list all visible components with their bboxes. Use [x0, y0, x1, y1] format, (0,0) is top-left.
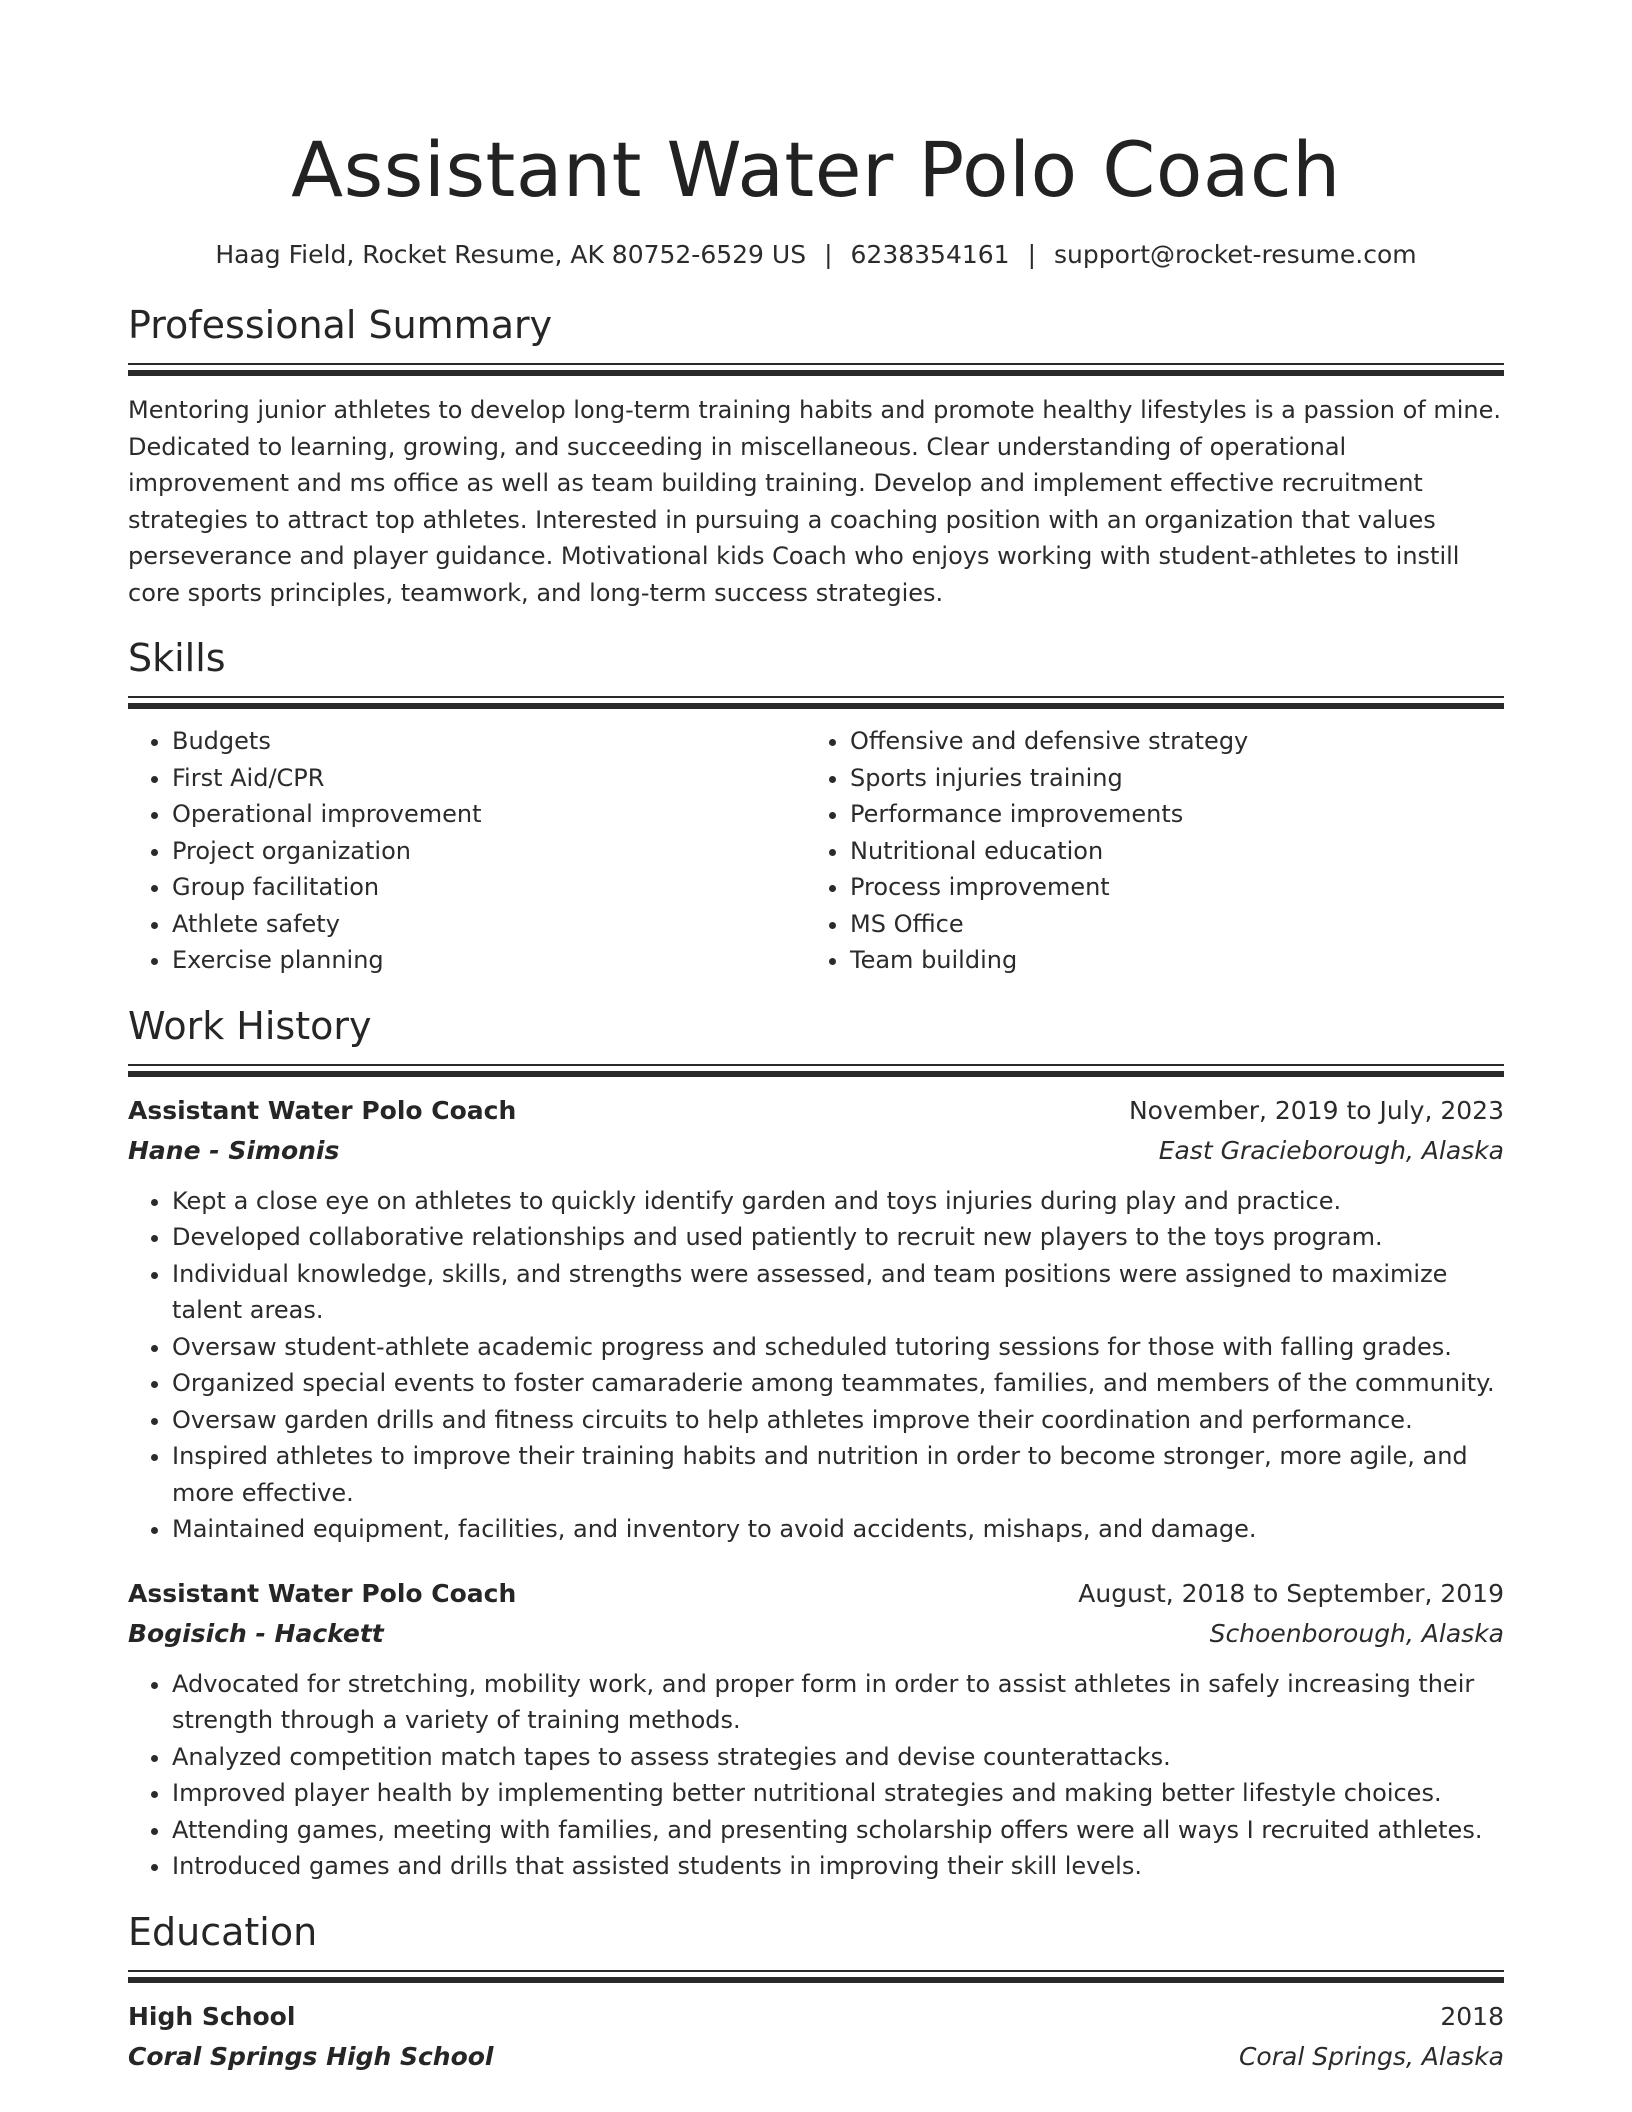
skill-item: • Budgets: [172, 723, 806, 760]
job-title: Assistant Water Polo Coach: [128, 1578, 517, 1608]
contact-line: [128, 238, 1504, 272]
education-school: Coral Springs High School: [128, 2041, 494, 2071]
education-location: Coral Springs, Alaska: [1238, 2041, 1504, 2071]
summary-text: Mentoring junior athletes to develop long-term training habits and promote healthy lifestyles is a passion of mine. Dedicated to learning, growing, and succeeding in miscellaneous. Clear understanding of operational improvement and ms office as well as team building training. Develop and implement effective recruitment strategies to attract top athletes. Interested in pursuing a coaching position with an organization that values perseverance and player guidance. Motivational kids Coach who enjoys working with student-athletes to instill core sports principles, teamwork, and long-term success strategies.: [128, 396, 1501, 607]
section-rule-thick: [128, 1071, 1504, 1077]
job-bullet: • Advocated for stretching, mobility work, and proper form in order to assist athletes in safely increasing their strength through a variety of training methods.: [172, 1666, 1504, 1739]
job-bullets: [128, 1666, 1504, 1885]
job-subheader: [128, 1131, 1504, 1171]
job-header: [128, 1574, 1504, 1614]
skill-item: • Exercise planning: [172, 942, 806, 979]
skill-item: • Team building: [850, 942, 1484, 979]
job-dates: November, 2019 to July, 2023: [1128, 1095, 1504, 1125]
job-bullet: • Inspired athletes to improve their training habits and nutrition in order to become stronger, more agile, and more effective.: [172, 1438, 1504, 1511]
job-bullet: • Analyzed competition match tapes to assess strategies and devise counterattacks.: [172, 1739, 1504, 1776]
job-title: Assistant Water Polo Coach: [128, 1095, 517, 1125]
contact-separator: |: [1027, 240, 1037, 269]
job-company: Bogisich - Hackett: [128, 1618, 384, 1648]
skill-item: • Project organization: [172, 833, 806, 870]
job-bullet: • Maintained equipment, facilities, and inventory to avoid accidents, mishaps, and damage.: [172, 1511, 1504, 1548]
skill-item: • First Aid/CPR: [172, 760, 806, 797]
skill-item: • Athlete safety: [172, 906, 806, 943]
contact-separator: |: [824, 240, 833, 269]
job-location: Schoenborough, Alaska: [1209, 1618, 1504, 1648]
contact-phone: 6238354161: [850, 240, 1010, 269]
job-location: East Gracieborough, Alaska: [1158, 1135, 1504, 1165]
job-bullet: • Kept a close eye on athletes to quickly identify garden and toys injuries during play and practice.: [172, 1183, 1504, 1220]
section-rule-thin: [128, 1064, 1504, 1066]
skill-item: • Sports injuries training: [850, 760, 1484, 797]
education-subheader: [128, 2037, 1504, 2077]
education-header: [128, 1997, 1504, 2037]
job-bullets: [128, 1183, 1504, 1548]
job-bullet: • Introduced games and drills that assisted students in improving their skill levels.: [172, 1848, 1504, 1885]
resume-page: [128, 0, 1504, 2077]
section-rule-thick: [128, 703, 1504, 709]
skills-list-right: [806, 723, 1484, 979]
education-degree: High School: [128, 2001, 296, 2031]
skills-columns: [128, 723, 1504, 979]
skill-item: • Performance improvements: [850, 796, 1484, 833]
job-company: Hane - Simonis: [128, 1135, 340, 1165]
job-bullet: • Individual knowledge, skills, and strengths were assessed, and team positions were assigned to maximize talent areas.: [172, 1256, 1504, 1329]
section-rule-thick: [128, 370, 1504, 376]
resume-name: Assistant Water Polo Coach: [291, 125, 1341, 214]
job-dates: August, 2018 to September, 2019: [1078, 1578, 1504, 1608]
job-subheader: [128, 1614, 1504, 1654]
job-bullet: • Oversaw student-athlete academic progress and scheduled tutoring sessions for those with falling grades.: [172, 1329, 1504, 1366]
job-entry: [128, 1091, 1504, 1548]
section-heading-skills: Skills: [128, 636, 226, 680]
skill-item: • MS Office: [850, 906, 1484, 943]
job-bullet: • Developed collaborative relationships and used patiently to recruit new players to the toys program.: [172, 1219, 1504, 1256]
job-entry: [128, 1574, 1504, 1885]
skill-item: • Group facilitation: [172, 869, 806, 906]
contact-email: support@rocket-resume.com: [1054, 240, 1417, 269]
skills-list-left: [128, 723, 806, 979]
contact-address: Haag Field, Rocket Resume, AK 80752-6529 US: [215, 240, 807, 269]
education-entry: [128, 1997, 1504, 2077]
job-bullet: • Oversaw garden drills and fitness circuits to help athletes improve their coordination and performance.: [172, 1402, 1504, 1439]
section-rule-thin: [128, 696, 1504, 698]
skill-item: • Operational improvement: [172, 796, 806, 833]
job-bullet: • Organized special events to foster camaraderie among teammates, families, and members of the community.: [172, 1365, 1504, 1402]
job-header: [128, 1091, 1504, 1131]
skill-item: • Process improvement: [850, 869, 1484, 906]
section-rule-thin: [128, 363, 1504, 365]
skill-item: • Offensive and defensive strategy: [850, 723, 1484, 760]
job-bullet: • Improved player health by implementing better nutritional strategies and making better lifestyle choices.: [172, 1775, 1504, 1812]
section-rule-thick: [128, 1977, 1504, 1983]
job-bullet: • Attending games, meeting with families, and presenting scholarship offers were all ways I recruited athletes.: [172, 1812, 1504, 1849]
section-heading-education: Education: [128, 1909, 318, 1954]
section-rule-thin: [128, 1970, 1504, 1972]
section-heading-summary: Professional Summary: [128, 303, 553, 347]
skill-item: • Nutritional education: [850, 833, 1484, 870]
section-heading-work: Work History: [128, 1003, 372, 1048]
education-year: 2018: [1440, 2001, 1504, 2031]
